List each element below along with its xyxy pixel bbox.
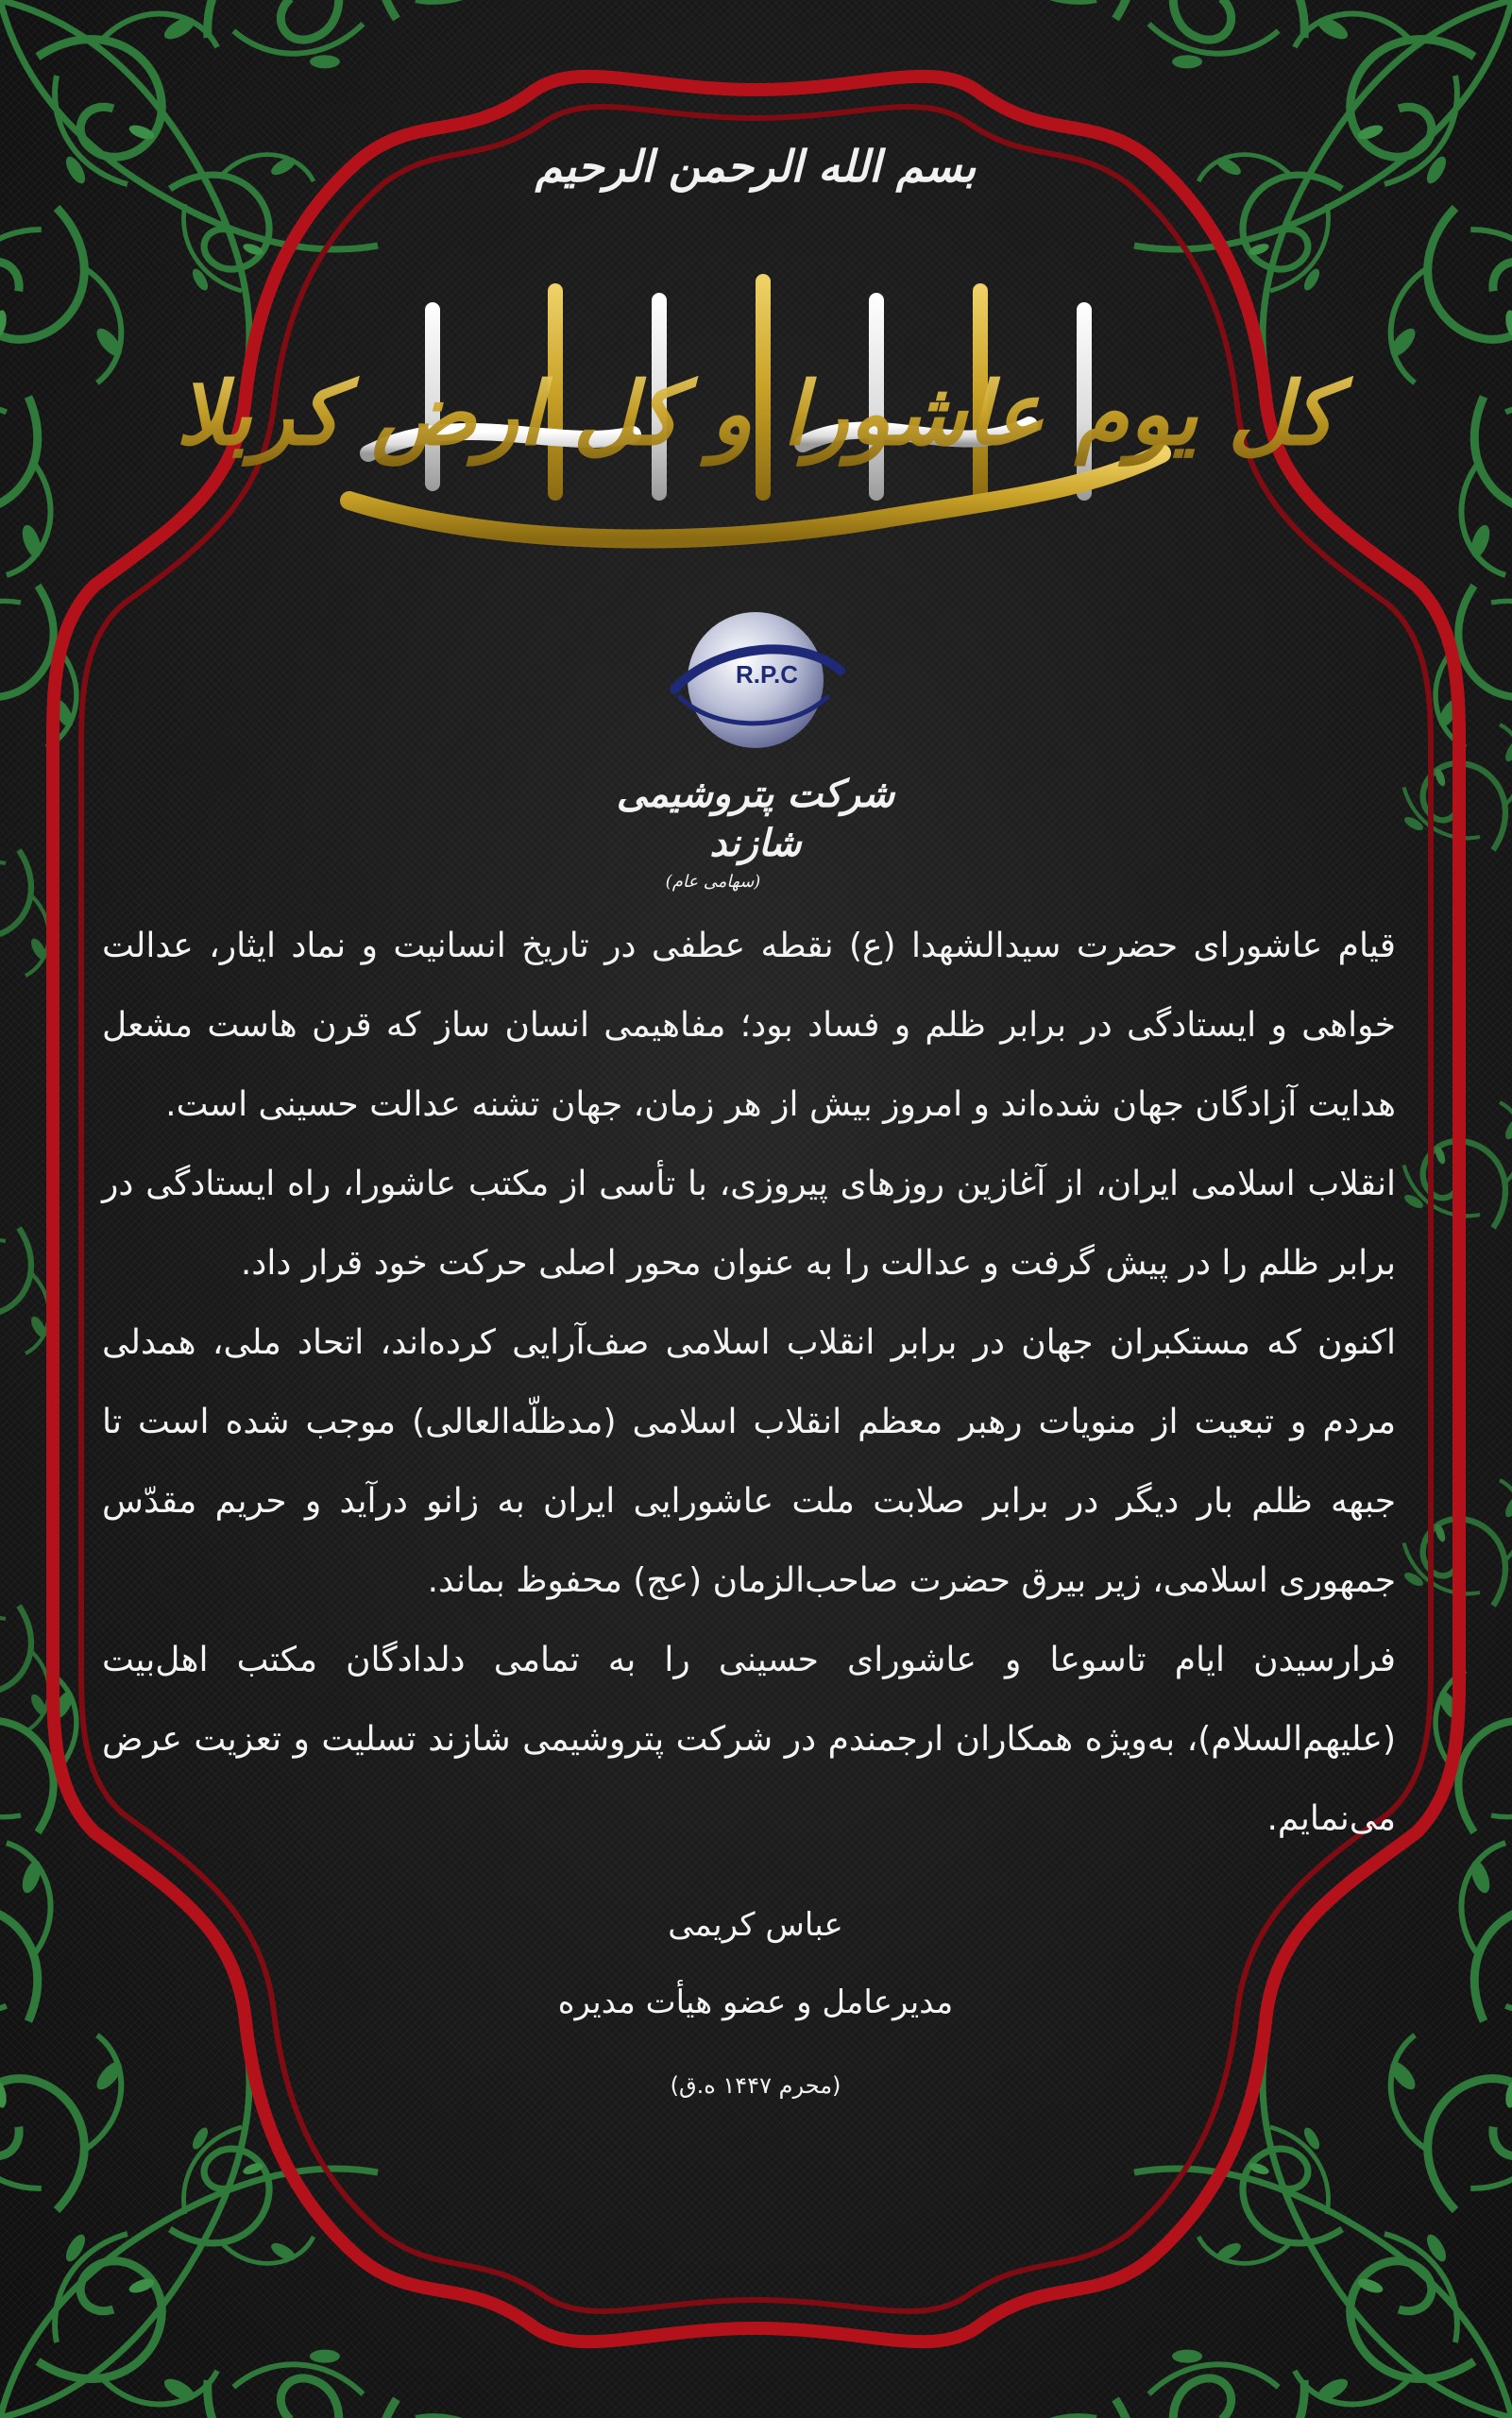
side-ornament-left xyxy=(0,850,49,1731)
message-paragraph-2: انقلاب اسلامی ایران، از آغازین روزهای پیروزی، با تأسی از مکتب عاشورا، راه ایستادگی در برابر ظلم را در پیش گرفت و عدالت را به عنوان محور اصلی حرکت خود قرار داد. xyxy=(102,1165,1396,1283)
signatory-name: عباس کریمی xyxy=(668,1906,843,1944)
signature-date: (محرم ۱۴۴۷ ه.ق) xyxy=(670,2072,841,2099)
svg-text:بسم الله الرحمن الرحیم: بسم الله الرحمن الرحیم xyxy=(535,141,977,192)
signatory-role: مدیرعامل و عضو هیأت مدیره xyxy=(557,1984,954,2021)
ashura-calligraphy xyxy=(176,264,1335,567)
company-type: (سهامی عام) xyxy=(665,872,761,892)
company-name: شرکت پتروشیمی شازند xyxy=(616,772,895,865)
company-block xyxy=(567,770,944,894)
logo-text: R.P.C xyxy=(736,660,798,689)
basmala-calligraphy xyxy=(472,123,1040,208)
message-paragraph-4: فرارسیدن ایام تاسوعا و عاشورای حسینی را به تمامی دلدادگان مکتب اهل‌بیت (علیهم‌السلام)، به‌ویژه همکاران ارجمندم در شرکت پتروشیمی شازند تسلیت و تعزیت عرض می‌نمایم. xyxy=(102,1641,1396,1838)
svg-text:کل یوم عاشورا و کل ارض کربلا: کل یوم عاشورا و کل ارض کربلا xyxy=(176,363,1335,465)
message-paragraph-3: اکنون که مستکبران جهان در برابر انقلاب اسلامی صف‌آرایی کرده‌اند، اتحاد ملی، همدلی مردم و تبعیت از منویات رهبر معظم انقلاب اسلامی (مدظلّه‌العالی) موجب شده است تا جبهه ظلم بار دیگر در برابر صلابت ملت عاشورایی ایران به زانو درآید و حریم مقدّس جمهوری اسلامی، زیر بیرق حضرت صاحب‌الزمان (عج) محفوظ بماند. xyxy=(102,1323,1396,1600)
company-logo xyxy=(661,586,850,775)
message-body xyxy=(102,907,1396,1859)
message-paragraph-1: قیام عاشورای حضرت سیدالشهدا (ع) نقطه عطفی در تاریخ انسانیت و نماد ایثار، عدالت خواهی و ایستادگی در برابر ظلم و فساد بود؛ مفاهیمی انسان ساز که قرن هاست مشعل هدایت آزادگان جهان شده‌اند و امروز بیش از هر زمان، جهان تشنه عدالت حسینی است. xyxy=(102,927,1396,1124)
signature-block xyxy=(378,1899,1133,2104)
